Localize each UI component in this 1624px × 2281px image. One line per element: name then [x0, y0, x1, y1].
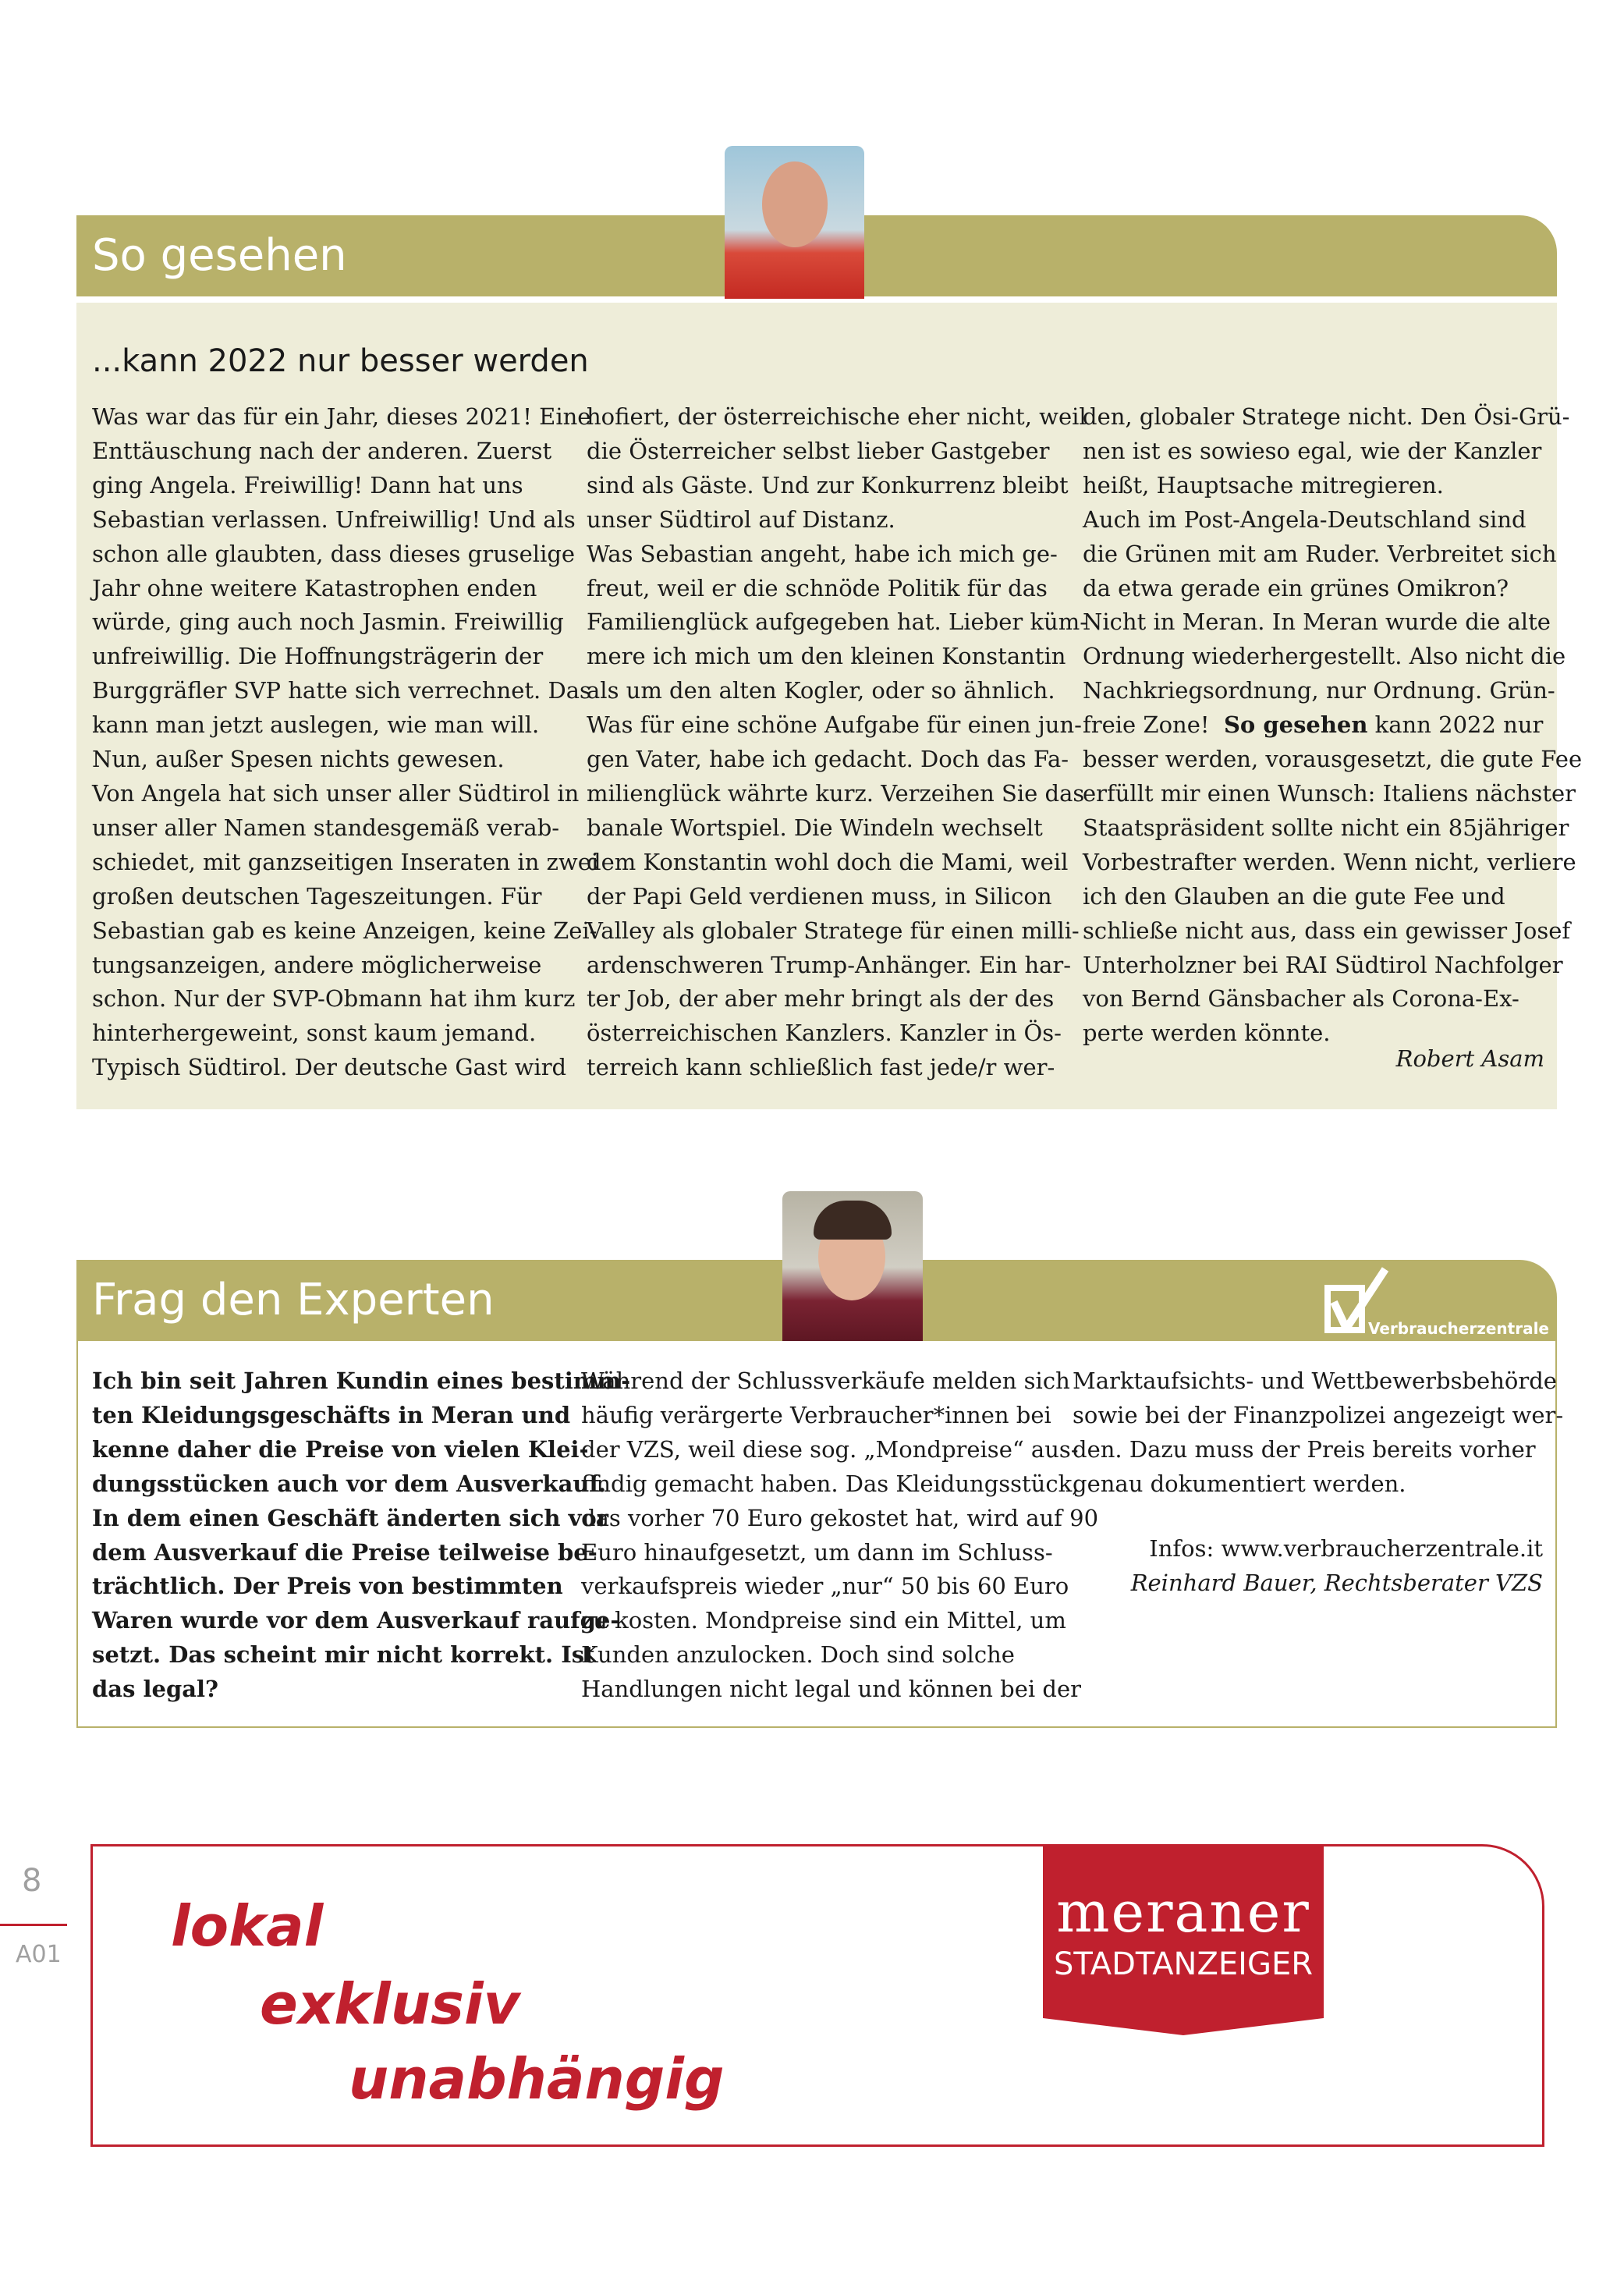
article-column-3-text-b: kann 2022 nur besser werden, vorausgesetzt, die gute Fee erfüllt mir einen Wunsch: Italiens nächster Staatspräsident sollte nicht ein 85jähriger Vorbestrafter werden. Wenn nicht, verliere ich den Glauben an die gute Fee und schließe nicht aus, dass ein gewisser Josef Unterholzner bei RAI Südtirol Nachfolger von Bernd Gänsbacher als Corona-Ex- perte werden könnte.	[1083, 711, 1583, 1047]
article-subtitle: ...kann 2022 nur besser werden	[92, 343, 589, 379]
experten-article	[76, 1341, 1564, 1728]
expert-author: Reinhard Bauer, Rechtsberater VZS	[1130, 1570, 1543, 1596]
page-code: A01	[16, 1941, 62, 1968]
page-divider	[0, 1924, 67, 1926]
article-column-2: hofiert, der österreichische eher nicht, weil die Österreicher selbst lieber Gastgeber sind als Gäste. Und zur Konkurrenz bleibt unser Südtirol auf Distanz. Was Sebastian angeht, habe ich mich ge- freut, weil er die schnöde Politik für das Familienglück aufgegeben hat. Lieber küm- mere ich mich um den kleinen Konstantin als um den alten Kogler, oder so ähnlich. Was für eine schöne Aufgabe für einen jun- gen Vater, habe ich gedacht. Doch das Fa- milienglück währte kurz. Verzeihen Sie das banale Wortspiel. Die Windeln wechselt dem Konstantin wohl doch die Mami, weil der Papi Geld verdienen muss, in Silicon Valley als globaler Stratege für einen milli- ardenschweren Trump-Anhänger. Ein har- ter Job, der aber mehr bringt als der des österreichischen Kanzlers. Kanzler in Ös- terreich kann schließlich fast jede/r wer-	[587, 403, 1088, 1081]
verbraucherzentrale-logo	[1323, 1268, 1549, 1338]
so-gesehen-title: So gesehen	[92, 230, 347, 281]
expert-photo-reinhard-bauer	[782, 1191, 923, 1343]
ad-slogan-lokal: lokal	[171, 1893, 324, 1959]
article-column-3	[1083, 400, 1582, 1051]
brand-meraner: meraner	[1056, 1879, 1310, 1945]
expert-info	[1131, 1531, 1543, 1600]
expert-info-url: Infos: www.verbraucherzentrale.it	[1149, 1535, 1543, 1562]
page-number: 8	[22, 1863, 42, 1899]
expert-answer-column-1: Während der Schlussverkäufe melden sich häufig verärgerte Verbraucher*innen bei der VZS, weil diese sog. „Mondpreise“ aus- findig gemacht haben. Das Kleidungsstück, das vorher 70 Euro gekostet hat, wird auf 90 Euro hinaufgesetzt, um dann im Schluss- verkaufspreis wieder „nur“ 50 bis 60 Euro zu kosten. Mondpreise sind ein Mittel, um Kunden anzulocken. Doch sind solche Handlungen nicht legal und können bei der	[581, 1368, 1099, 1703]
expert-answer-column-2: Marktaufsichts- und Wettbewerbsbehörde sowie bei der Finanzpolizei angezeigt wer- den. Dazu muss der Preis bereits vorher genau dokumentiert werden.	[1073, 1368, 1564, 1497]
article-column-3-text-a: den, globaler Stratege nicht. Den Ösi-Grü- nen ist es sowieso egal, wie der Kanzler heißt, Hauptsache mitregieren. Auch im Post-Angela-Deutschland sind die Grünen mit am Ruder. Verbreitet sich da etwa gerade ein grünes Omikron? Nicht in Meran. In Meran wurde die alte Ordnung wiederhergestellt. Also nicht die Nachkriegsordnung, nur Ordnung. Grün- freie Zone!	[1083, 403, 1570, 739]
ad-slogan-unabhaengig: unabhängig	[349, 2046, 725, 2112]
meraner-stadtanzeiger-ad	[90, 1844, 1544, 2147]
article-column-1: Was war das für ein Jahr, dieses 2021! Eine Enttäuschung nach der anderen. Zuerst ging Angela. Freiwillig! Dann hat uns Sebastian verlassen. Unfreiwillig! Und als schon alle glaubten, dass dieses gruselige Jahr ohne weitere Katastrophen enden würde, ging auch noch Jasmin. Freiwillig unfreiwillig. Die Hoffnungsträgerin der Burggräfler SVP hatte sich verrechnet. Das kann man jetzt auslegen, wie man will. Nun, außer Spesen nichts gewesen. Von Angela hat sich unser aller Südtirol in unser aller Namen standesgemäß verab- schiedet, mit ganzseitigen Inseraten in zwei großen deutschen Tageszeitungen. Für Sebastian gab es keine Anzeigen, keine Zei- tungsanzeigen, andere möglicherweise schon. Nur der SVP-Obmann hat ihm kurz hinterhergeweint, sonst kaum jemand. Typisch Südtirol. Der deutsche Gast wird	[92, 403, 599, 1081]
experten-title: Frag den Experten	[92, 1275, 495, 1325]
ad-slogan-exklusiv: exklusiv	[260, 1971, 520, 2037]
brand-stadtanzeiger: STADTANZEIGER	[1053, 1946, 1314, 1982]
verbraucherzentrale-label: Verbraucherzentrale	[1367, 1319, 1549, 1338]
so-gesehen-article	[76, 303, 1583, 1109]
article-author: Robert Asam	[1395, 1045, 1544, 1072]
meraner-logo-banner	[1043, 1846, 1324, 2035]
author-photo-robert-asam	[725, 146, 864, 299]
reader-question: Ich bin seit Jahren Kundin eines bestimm- ten Kleidungsgeschäfts in Meran und kenne daher die Preise von vielen Klei- dungsstücken auch vor dem Ausverkauf. In dem einen Geschäft änderten sich vor dem Ausverkauf die Preise teilweise be- trächtlich. Der Preis von bestimmten Waren wurde vor dem Ausverkauf raufge- setzt. Das scheint mir nicht korrekt. Ist das legal?	[92, 1368, 631, 1703]
article-column-3-bold: So gesehen	[1223, 711, 1368, 739]
